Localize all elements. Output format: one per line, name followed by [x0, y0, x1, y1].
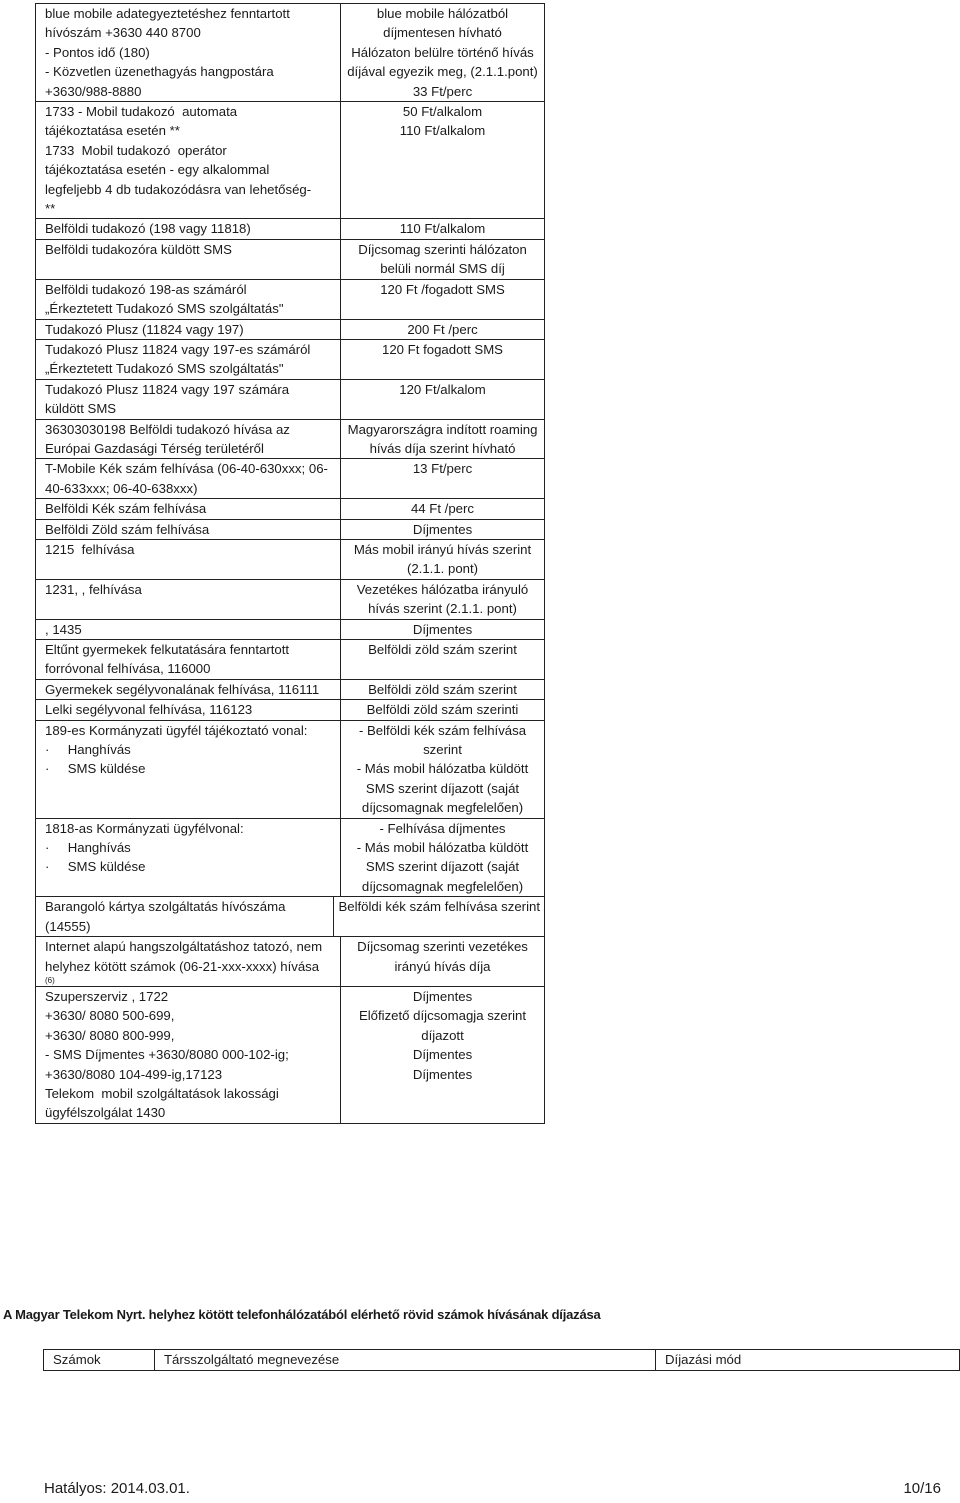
- service-line: Tudakozó Plusz 11824 vagy 197-es számáról: [45, 341, 311, 357]
- service-line: Belföldi tudakozóra küldött SMS: [45, 241, 232, 257]
- price-cell: [340, 680, 544, 699]
- service-cell: [36, 320, 340, 339]
- service-cell: [36, 240, 340, 279]
- table-row: [36, 818, 544, 897]
- service-line: **: [45, 201, 56, 217]
- price-line: Más mobil irányú hívás szerint: [353, 541, 532, 557]
- service-line: tájékoztatása esetén **: [45, 123, 180, 139]
- service-cell: [36, 459, 340, 498]
- service-line: +3630/ 8080 500-699,: [45, 1008, 175, 1024]
- table-row: [36, 4, 544, 101]
- service-line: 1818-as Kormányzati ügyfélvonal:: [45, 820, 244, 836]
- price-cell: [340, 700, 544, 719]
- tariff-table: [35, 3, 545, 1124]
- service-line: +3630/ 8080 800-999,: [45, 1027, 175, 1043]
- table-row: [36, 936, 544, 986]
- section-heading: A Magyar Telekom Nyrt. helyhez kötött telefonhálózatából elérhető rövid számok hívásának díjazása: [3, 1307, 601, 1322]
- table-row: [36, 458, 544, 498]
- page-number: 10/16: [903, 1480, 941, 1497]
- service-line: 1231, , felhívása: [45, 581, 142, 597]
- service-line: ügyfélszolgálat 1430: [45, 1105, 166, 1121]
- price-line: Díjmentes: [412, 1066, 473, 1082]
- service-line: tájékoztatása esetén - egy alkalommal: [45, 162, 270, 178]
- price-line: 110 Ft/alkalom: [399, 221, 486, 237]
- price-cell: [340, 280, 544, 319]
- service-line: Belföldi Zöld szám felhívása: [45, 521, 210, 537]
- service-cell: [36, 819, 340, 897]
- service-cell: [36, 280, 340, 319]
- table-row: [36, 419, 544, 459]
- service-cell: [36, 219, 340, 238]
- service-line: · Hanghívás: [45, 742, 131, 758]
- price-line: Díjcsomag szerinti hálózaton: [358, 241, 527, 257]
- service-line: 1733 - Mobil tudakozó automata: [45, 104, 238, 120]
- service-line: Belföldi tudakozó 198-as számáról: [45, 281, 247, 297]
- service-line: „Érkeztetett Tudakozó SMS szolgáltatás": [45, 361, 284, 377]
- service-line: +3630/988-8880: [45, 83, 142, 99]
- service-line: +3630/8080 104-499-ig,17123: [45, 1066, 223, 1082]
- service-line: helyhez kötött számok (06-21-xxx-xxxx) hívása: [45, 958, 320, 974]
- service-line: Tudakozó Plusz (11824 vagy 197): [45, 321, 244, 337]
- price-line: 13 Ft/perc: [412, 461, 473, 477]
- price-line: Belföldi zöld szám szerint: [368, 681, 517, 697]
- table-row: [36, 239, 544, 279]
- service-line: 189-es Kormányzati ügyfél tájékoztató vonal:: [45, 722, 308, 738]
- price-line: 120 Ft fogadott SMS: [382, 341, 503, 357]
- service-cell: [36, 620, 340, 639]
- price-line: belüli normál SMS díj: [380, 261, 505, 277]
- price-line: 44 Ft /perc: [410, 501, 475, 517]
- service-line: forróvonal felhívása, 116000: [45, 661, 211, 677]
- price-line: Díjmentes: [412, 988, 473, 1004]
- price-line: Belföldi zöld szám szerinti: [366, 702, 519, 718]
- price-line: - Belföldi kék szám felhívása: [358, 722, 527, 738]
- service-cell: [36, 897, 333, 936]
- service-line: Szuperszerviz , 1722: [45, 988, 169, 1004]
- service-line: küldött SMS: [45, 401, 117, 417]
- price-cell: [340, 240, 544, 279]
- price-line: Belföldi zöld szám szerint: [368, 642, 517, 657]
- service-line: blue mobile adategyeztetéshez fenntartott: [45, 6, 290, 21]
- service-line: - SMS Díjmentes +3630/8080 000-102-ig;: [45, 1047, 289, 1063]
- price-line: irányú hívás díja: [394, 958, 491, 974]
- column-header-row: [43, 1349, 960, 1371]
- table-row: [36, 679, 544, 699]
- table-row: [36, 896, 544, 936]
- price-line: Belföldi kék szám felhívása szerint: [338, 899, 540, 915]
- service-line: Barangoló kártya szolgáltatás hívószáma: [45, 899, 286, 915]
- table-row: [36, 519, 544, 539]
- service-cell: [36, 680, 340, 699]
- service-cell: [36, 340, 340, 379]
- service-line: 36303030198 Belföldi tudakozó hívása az: [45, 421, 290, 437]
- service-cell: [36, 937, 340, 986]
- price-line: díjazott: [421, 1027, 464, 1043]
- service-cell: [36, 380, 340, 419]
- table-row: [36, 379, 544, 419]
- price-cell: [340, 520, 544, 539]
- service-cell: [36, 4, 340, 101]
- price-line: SMS szerint díjazott (saját: [365, 859, 520, 875]
- price-cell: [340, 499, 544, 518]
- price-cell: [340, 640, 544, 679]
- table-row: [36, 579, 544, 619]
- price-line: díjmentesen hívható: [383, 25, 502, 41]
- price-line: - Más mobil hálózatba küldött: [356, 761, 529, 777]
- price-cell: [340, 819, 544, 897]
- price-cell: [340, 219, 544, 238]
- service-line: legfeljebb 4 db tudakozódásra van lehetőség-: [45, 181, 312, 197]
- price-line: Díjmentes: [412, 521, 473, 537]
- price-line: Magyarországra indított roaming: [347, 421, 538, 437]
- service-line: 1733 Mobil tudakozó operátor: [45, 142, 227, 158]
- price-line: SMS szerint díjazott (saját: [365, 780, 520, 796]
- service-cell: [36, 721, 340, 818]
- service-line: - Közvetlen üzenethagyás hangpostára: [45, 64, 274, 80]
- service-line: (14555): [45, 918, 91, 934]
- price-cell: [340, 420, 544, 459]
- price-cell: [340, 320, 544, 339]
- service-line: Eltűnt gyermekek felkutatására fenntartott: [45, 642, 290, 657]
- price-cell: [340, 102, 544, 218]
- service-cell: [36, 580, 340, 619]
- service-line: hívószám +3630 440 8700: [45, 25, 201, 41]
- price-line: 110 Ft/alkalom: [399, 123, 486, 139]
- column-header-pricing: Díjazási mód: [655, 1350, 959, 1370]
- table-row: [36, 639, 544, 679]
- table-row: [36, 539, 544, 579]
- price-line: hívás szerint (2.1.1. pont): [368, 601, 517, 617]
- service-line: Tudakozó Plusz 11824 vagy 197 számára: [45, 381, 290, 397]
- table-row: [36, 339, 544, 379]
- service-cell: [36, 499, 340, 518]
- price-line: (2.1.1. pont): [406, 561, 479, 577]
- price-line: 50 Ft/alkalom: [402, 104, 483, 120]
- service-line: Internet alapú hangszolgáltatáshoz tatozó, nem: [45, 939, 323, 955]
- service-cell: [36, 520, 340, 539]
- footnote-marker: (6): [45, 975, 55, 985]
- price-line: Díjmentes: [412, 1047, 473, 1063]
- price-line: - Felhívása díjmentes: [379, 820, 506, 836]
- table-row: [36, 319, 544, 339]
- service-line: T-Mobile Kék szám felhívása (06-40-630xxx; 06-: [45, 461, 328, 477]
- price-line: Vezetékes hálózatba irányuló: [356, 581, 529, 597]
- price-cell: [340, 620, 544, 639]
- price-cell: [340, 540, 544, 579]
- price-line: 120 Ft/alkalom: [399, 381, 486, 397]
- price-line: 33 Ft/perc: [412, 83, 473, 99]
- price-cell: [340, 459, 544, 498]
- service-cell: [36, 102, 340, 218]
- price-cell: [340, 4, 544, 101]
- service-line: „Érkeztetett Tudakozó SMS szolgáltatás": [45, 301, 284, 317]
- price-line: díjcsomagnak megfelelően): [361, 878, 524, 894]
- service-line: Belföldi tudakozó (198 vagy 11818): [45, 221, 251, 237]
- price-line: 120 Ft /fogadott SMS: [380, 281, 505, 297]
- price-line: szerint: [423, 742, 462, 758]
- table-row: [36, 619, 544, 639]
- price-line: Előfizető díjcsomagja szerint: [358, 1008, 527, 1024]
- service-line: , 1435: [45, 621, 82, 637]
- service-cell: [36, 700, 340, 719]
- table-row: [36, 699, 544, 719]
- price-line: hívás díja szerint hívható: [369, 440, 516, 456]
- price-line: díjával egyezik meg, (2.1.1.pont): [347, 64, 538, 80]
- service-cell: [36, 420, 340, 459]
- service-line: · SMS küldése: [45, 761, 146, 777]
- service-cell: [36, 540, 340, 579]
- table-row: [36, 279, 544, 319]
- service-line: Telekom mobil szolgáltatások lakossági: [45, 1085, 279, 1101]
- price-cell: [340, 340, 544, 379]
- service-line: Lelki segélyvonal felhívása, 116123: [45, 702, 253, 718]
- price-line: Hálózaton belülre történő hívás: [351, 44, 534, 60]
- service-line: 40-633xxx; 06-40-638xxx): [45, 480, 198, 496]
- price-cell: [340, 380, 544, 419]
- column-header-provider: Társszolgáltató megnevezése: [154, 1350, 655, 1370]
- price-line: - Más mobil hálózatba küldött: [356, 840, 529, 856]
- service-line: · SMS küldése: [45, 859, 146, 875]
- table-row: [36, 101, 544, 218]
- price-cell: [340, 580, 544, 619]
- price-line: Díjmentes: [412, 621, 473, 637]
- service-line: Belföldi Kék szám felhívása: [45, 501, 207, 517]
- service-line: 1215 felhívása: [45, 541, 135, 557]
- price-line: 200 Ft /perc: [407, 321, 478, 337]
- price-line: Díjcsomag szerinti vezetékes: [357, 939, 528, 955]
- table-row: [36, 498, 544, 518]
- table-row: [36, 986, 544, 1123]
- service-line: - Pontos idő (180): [45, 44, 150, 60]
- service-cell: [36, 987, 340, 1123]
- service-line: · Hanghívás: [45, 840, 131, 856]
- table-row: [36, 720, 544, 818]
- price-cell: [333, 897, 544, 936]
- service-line: Gyermekek segélyvonalának felhívása, 116111: [45, 681, 320, 697]
- price-line: blue mobile hálózatból: [376, 6, 509, 21]
- column-header-numbers: Számok: [53, 1352, 101, 1367]
- effective-date: Hatályos: 2014.03.01.: [44, 1480, 190, 1497]
- price-line: díjcsomagnak megfelelően): [361, 800, 524, 816]
- price-cell: [340, 937, 544, 986]
- price-cell: [340, 721, 544, 818]
- price-cell: [340, 987, 544, 1123]
- service-cell: [36, 640, 340, 679]
- table-row: [36, 218, 544, 238]
- service-line: Európai Gazdasági Térség területéről: [45, 440, 264, 456]
